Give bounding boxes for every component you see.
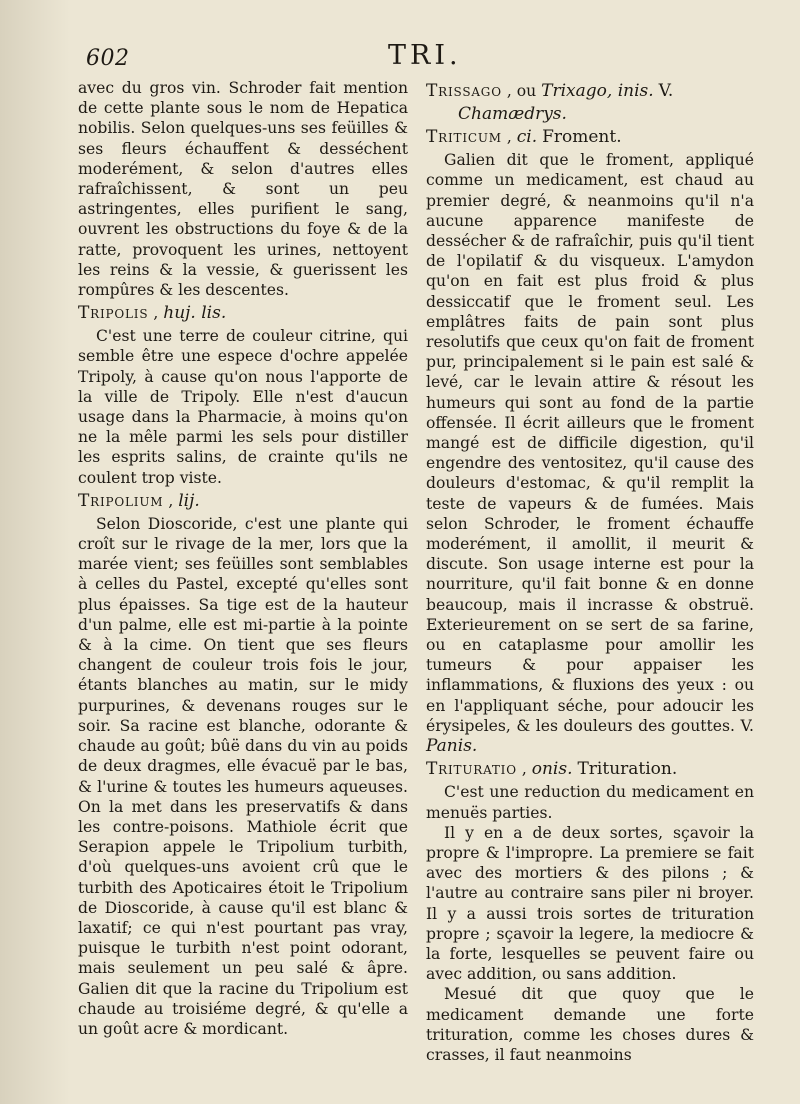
- entry-text-tripolium: Selon Dioscoride, c'est une plante qui croît sur le rivage de la mer, lors que la marée vient; ses feüilles sont semblables à celles du Pastel, excepté qu'elles sont plus épaisses. Sa tige est de la hauteur d'un palme, elle est mi-partie à la pointe & à la cime. On tient que ses fleurs changent de couleur trois fois le jour, étants blanches au matin, sur le midy purpurines, & devenans rouges sur le soir. Sa racine est blanche, odorante & chaude au goût; bûë dans du vin au poids de deux dragmes, elle évacuë par le bas, & l'urine & toutes les humeurs aqueuses. On la met dans les preservatifs & dans les contre-poisons. Mathiole écrit que Serapion appele le Tripolium turbith, d'où quelques-uns avoient crû que le turbith des Apoticaires étoit le Tripolium de Dioscoride, à cause qu'il est blanc & laxatif; ce qui n'est pourtant pas vray, puisque le turbith n'est point odorant, mais seulement un peu salé & âpre. Galien dit que la racine du Tripolium est chaude au troisiéme degré, & qu'elle a un goût acre & mordicant.: [78, 514, 408, 1038]
- entry-text-trituratio-2: Il y en a de deux sortes, sçavoir la propre & l'impropre. La premiere se fait avec des mortiers & des pilons ; & l'autre au contraire sans piler ni broyer. Il y a aussi trois sortes de trituration propre ; sçavoir la legere, la mediocre & la forte, lesquelles se peuvent faire ou avec addition, ou sans addition.: [426, 823, 754, 984]
- cross-reference: Chamædrys.: [458, 104, 567, 124]
- alternate-headword: Trixago, inis.: [541, 81, 654, 101]
- entry-text-trituratio-1: C'est une reduction du medicament en menuës parties.: [426, 783, 754, 822]
- french-gloss: Froment.: [542, 127, 622, 148]
- entry-heading-trissago: [426, 80, 754, 102]
- grammatical-ending: onis.: [531, 759, 573, 780]
- entry-connector: , ou: [506, 82, 537, 100]
- page-header: [0, 40, 800, 76]
- headword: Tripolium: [78, 490, 164, 511]
- headword: Triticum: [426, 127, 502, 148]
- headword: Tripolis: [78, 303, 149, 324]
- entry-text-tripolis: C'est une terre de couleur citrine, qui semble être une espece d'ochre appelée Tripoly, à cause qu'on nous l'apporte de la ville de Tripoly. Elle n'est d'aucun usage dans la Pharmacie, à moins qu'on ne la mêle parmi les sels pour distiller les esprits salins, de crainte qu'ils ne coulent trop viste.: [78, 327, 408, 487]
- continued-entry-text: avec du gros vin. Schroder fait mention de cette plante sous le nom de Hepatica nobilis. Selon quelques-uns ses feüilles & ses fleurs échauffent & desséchent moderément, & selon d'autres elles rafraîchissent, & sont un peu astringentes, elles purifient le sang, ouvrent les obstructions du foye & de la ratte, provoquent les urines, nettoyent les reins & la vessie, & guerissent les rompûres & les descentes.: [78, 79, 408, 300]
- grammatical-ending: lij.: [178, 490, 200, 511]
- french-gloss: Trituration.: [577, 759, 678, 780]
- entry-heading-tripolium: Tripolium , lij.: [78, 490, 200, 511]
- page-edge-shadow: [0, 0, 70, 1104]
- entry-heading-tripolis: Tripolis , huj. lis.: [78, 303, 227, 324]
- page-number: 602: [86, 46, 130, 71]
- right-column: [426, 78, 754, 1065]
- entry-text-triticum: [426, 150, 754, 756]
- grammatical-ending: ci.: [516, 127, 538, 148]
- cross-reference: Panis.: [426, 736, 478, 757]
- see-reference: V.: [658, 81, 674, 101]
- entry-heading-triticum: Triticum , ci. Froment.: [426, 127, 622, 148]
- cross-reference-line: [426, 104, 754, 124]
- entry-body: Galien dit que le froment, appliqué comme un medicament, est chaud au premier degré, & neanmoins qu'il n'a aucune apparence manifeste de dessécher & de rafraîchir, puis qu'il tient de l'opilatif & du visqueux. L'amydon qu'on en fait est plus froid & plus dessiccatif que le froment seul. Les emplâtres faits de pain sont plus resolutifs que ceux qu'on fait de froment pur, principalement si le pain est salé & levé, car le levain attire & résout les humeurs qui sont au fond de la partie offensée. Il écrit ailleurs que le froment mangé est de difficile digestion, qu'il engendre des ventositez, qu'il cause des douleurs d'estomac, & qu'il remplit la teste de vapeurs & de fumées. Mais selon Schroder, le froment échauffe moderément, il amollit, il meurit & discute. Son usage interne est pour la nourriture, qu'il fait bonne & en donne beaucoup, mais il incrasse & obstruë. Exterieurement on se sert de sa farine, ou en cataplasme pour amollir les tumeurs & pour appaiser les inflammations, & fluxions des yeux : ou en l'appliquant séche, pour adoucir les érysipeles, & les douleurs des gouttes. V.: [426, 151, 754, 735]
- headword: Trissago: [426, 81, 502, 101]
- grammatical-ending: huj. lis.: [163, 303, 227, 324]
- headword: Trituratio: [426, 759, 517, 780]
- entry-heading-trituratio: Trituratio , onis. Trituration.: [426, 759, 678, 780]
- entry-text-trituratio-3: Mesué dit que quoy que le medicament demande une forte trituration, comme les choses dures & crasses, il faut neanmoins: [426, 985, 754, 1064]
- running-head: TRI.: [388, 40, 462, 71]
- left-column: [78, 78, 408, 1039]
